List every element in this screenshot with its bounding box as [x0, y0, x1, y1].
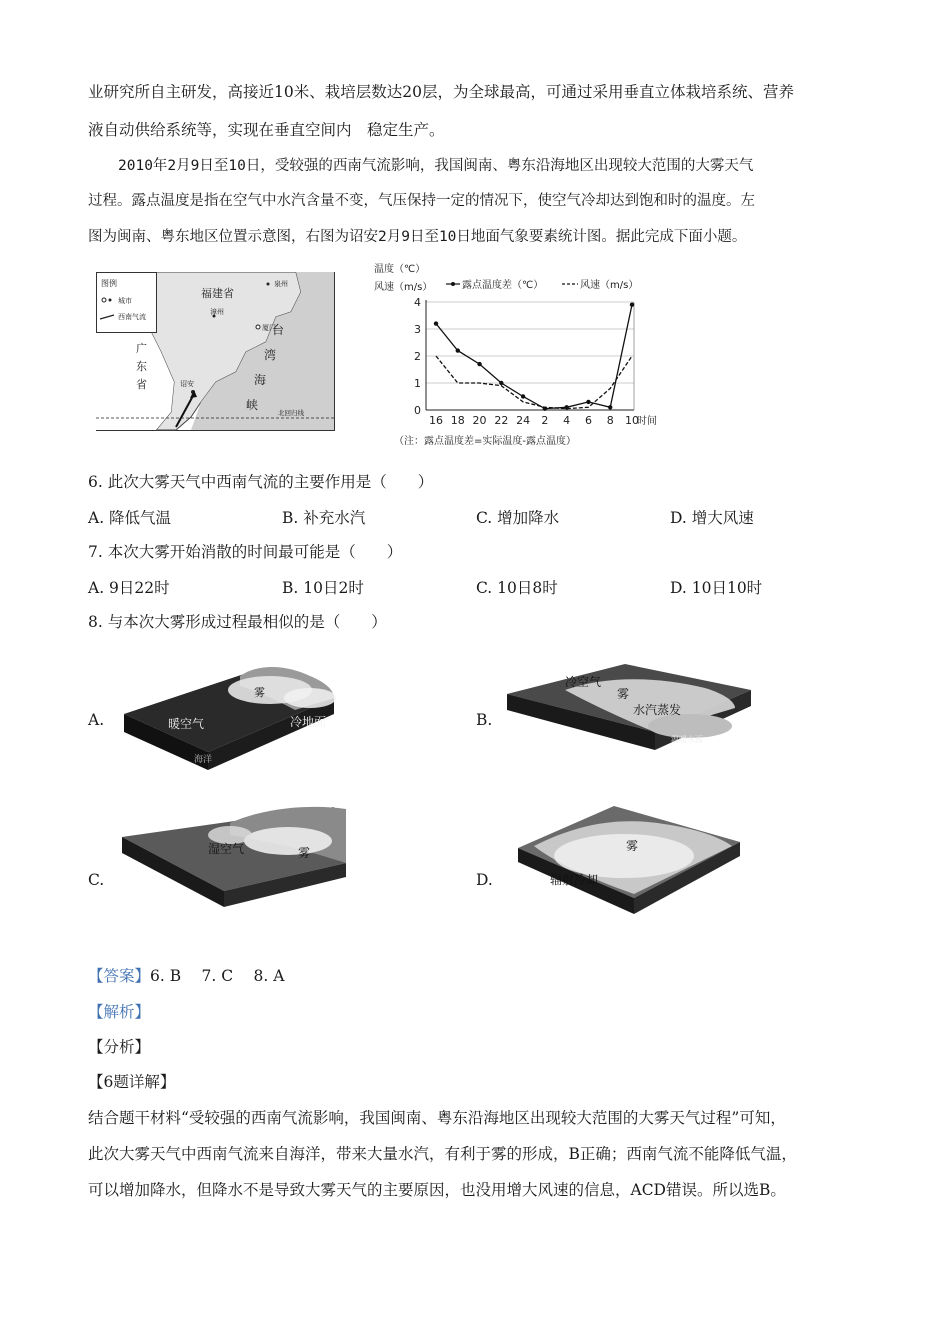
- q8a-sea: 海洋: [194, 755, 213, 765]
- explanation-line-1: 结合题干材料“受较强的西南气流影响，我国闽南、粤东沿海地区出现较大范围的大雾天气过程”可知，: [88, 1109, 786, 1127]
- chart-xtick-label: 8: [606, 414, 614, 427]
- q8-image-c: [120, 805, 350, 909]
- q8b-water: 温暖水面: [671, 735, 703, 744]
- answer-label: 【答案】: [88, 967, 151, 985]
- map-legend-flow: 西南气流: [118, 313, 146, 321]
- chart-point: [521, 394, 525, 398]
- q8-option-b: B.: [476, 711, 493, 729]
- map-guangdong-1: 广: [136, 342, 147, 355]
- chart-xtick-label: 4: [563, 414, 571, 427]
- map-fujian: 福建省: [201, 287, 234, 300]
- map-quanzhou: 泉州: [274, 280, 288, 288]
- map-guangdong-2: 东: [136, 360, 147, 373]
- q7-option-a: A. 9日22时: [88, 579, 170, 597]
- q8-stem: 8. 与本次大雾形成过程最相似的是（ ）: [88, 613, 387, 631]
- chart-xtick-label: 20: [472, 414, 487, 427]
- intro-line-2: 液自动供给系统等，实现在垂直空间内 稳定生产。: [88, 121, 445, 139]
- chart-xtick-label: 2: [541, 414, 549, 427]
- map-zhangzhou: 漳州: [210, 308, 224, 316]
- chart-point: [499, 381, 503, 385]
- chart-xtick-label: 6: [584, 414, 592, 427]
- map-strait-1: 台: [272, 323, 285, 337]
- chart-ytick-label: 3: [414, 323, 421, 336]
- map-tropic: 北回归线: [278, 409, 304, 417]
- chart-point: [586, 400, 590, 404]
- q7-stem: 7. 本次大雾开始消散的时间最可能是（ ）: [88, 543, 403, 561]
- map-legend-title: 图例: [101, 279, 117, 288]
- chart-note: （注：露点温度差=实际温度-露点温度）: [394, 436, 576, 447]
- explanation-line-3: 可以增加降水，但降水不是导致大雾天气的主要原因，也没用增大风速的信息，ACD错误。所以选B。: [88, 1181, 786, 1199]
- q8-image-a: [120, 662, 340, 774]
- location-map: [96, 272, 336, 432]
- q8-image-d: [514, 798, 746, 916]
- q6-option-b: B. 补充水汽: [282, 509, 366, 527]
- chart-point: [477, 362, 481, 366]
- map-legend-city: 城市: [118, 297, 132, 305]
- q8a-cold: 冷地面: [290, 715, 327, 729]
- q7-option-c: C. 10日8时: [476, 579, 558, 597]
- explanation-line-2: 此次大雾天气中西南气流来自海洋，带来大量水汽，有利于雾的形成，B正确；西南气流不能降低气温，: [88, 1145, 797, 1163]
- chart-ylabel-bottom: 风速（m/s）: [374, 282, 433, 293]
- chart-point: [608, 405, 612, 409]
- q8-option-a: A.: [88, 711, 105, 729]
- chart-xtick-label: 18: [450, 414, 465, 427]
- chart-ytick-label: 2: [414, 350, 421, 363]
- intro-line-1: 业研究所自主研发，高接近10米、栽培层数达20层，为全球最高，可通过采用垂直立体栽培系统、营养: [88, 83, 794, 101]
- map-strait-3: 海: [254, 373, 267, 387]
- chart-ylabel-top: 温度（℃）: [374, 264, 426, 275]
- q6-stem: 6. 此次大雾天气中西南气流的主要作用是（ ）: [88, 473, 434, 491]
- q7-option-b: B. 10日2时: [282, 579, 364, 597]
- answer-text: 6. B 7. C 8. A: [150, 967, 285, 985]
- q6-option-a: A. 降低气温: [88, 509, 172, 527]
- q8b-evap: 水汽蒸发: [633, 703, 682, 717]
- q8a-warm: 暖空气: [168, 717, 205, 731]
- chart-point: [434, 321, 438, 325]
- q7-option-d: D. 10日10时: [670, 579, 763, 597]
- q8-image-b: [505, 660, 755, 758]
- q6-option-d: D. 增大风速: [670, 509, 754, 527]
- q8c-wet: 湿空气: [208, 842, 245, 856]
- chart-point: [456, 348, 460, 352]
- detail6-label: 【6题详解】: [88, 1073, 176, 1091]
- q8-option-d: D.: [476, 871, 493, 889]
- chart-xtick-label: 22: [494, 414, 509, 427]
- q8-option-c: C.: [88, 871, 105, 889]
- map-strait-2: 湾: [264, 348, 277, 362]
- map-guangdong-3: 省: [136, 378, 147, 391]
- chart-legend-1: 露点温度差（℃）: [462, 280, 544, 291]
- chart-series-line-1: [436, 356, 632, 409]
- q8b-cold: 冷空气: [565, 675, 602, 689]
- map-xiamen: 厦门: [262, 324, 276, 332]
- intro-line-5: 图为闽南、粤东地区位置示意图，右图为诏安2月9日至10日地面气象要素统计图。据此完成下面小题。: [88, 229, 747, 245]
- chart-series-line-0: [436, 305, 632, 409]
- chart-legend-2: 风速（m/s）: [580, 280, 639, 291]
- weather-chart: [366, 258, 676, 450]
- chart-xlabel: 时间: [637, 416, 657, 427]
- chart-ytick-label: 4: [414, 296, 421, 309]
- map-zhaoan: 诏安: [180, 380, 194, 388]
- chart-xtick-label: 24: [516, 414, 531, 427]
- q8d-fog: 雾: [626, 839, 639, 853]
- chart-xtick-label: 10: [625, 414, 639, 427]
- chart-ytick-label: 1: [414, 377, 421, 390]
- q8d-rad: 辐射冷却: [550, 873, 599, 887]
- q6-option-c: C. 增加降水: [476, 509, 560, 527]
- answer-line: [88, 966, 284, 986]
- intro-line-4: 过程。露点温度是指在空气中水汽含量不变，气压保持一定的情况下，使空气冷却达到饱和时的温度。左: [88, 193, 755, 209]
- map-strait-4: 峡: [246, 398, 259, 412]
- q8c-fog: 雾: [298, 846, 311, 860]
- chart-point: [630, 303, 634, 307]
- analysis-label: 【解析】: [88, 1003, 151, 1021]
- q8a-fog: 雾: [254, 686, 265, 699]
- chart-xtick-label: 16: [429, 414, 443, 427]
- chart-ytick-label: 0: [414, 404, 421, 417]
- q8b-fog: 雾: [617, 687, 630, 701]
- fenxi-label: 【分析】: [88, 1038, 151, 1056]
- intro-line-3: 2010年2月9日至10日，受较强的西南气流影响，我国闽南、粤东沿海地区出现较大范围的大雾天气: [118, 158, 754, 174]
